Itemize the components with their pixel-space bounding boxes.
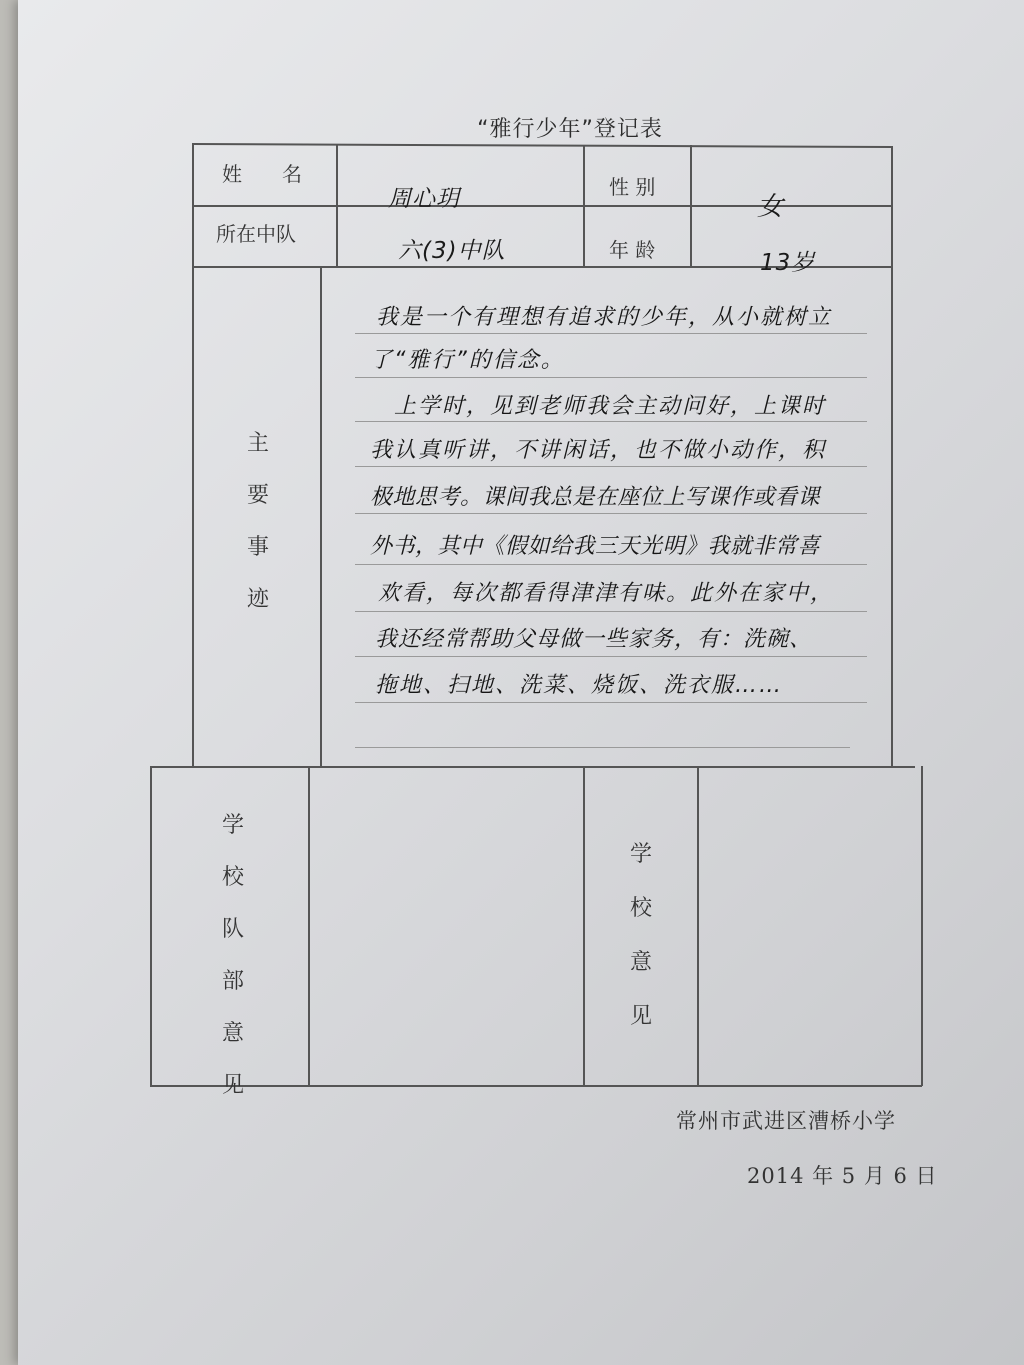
deeds-char-2: 要	[246, 483, 269, 508]
lower-bottom-border	[150, 1085, 922, 1087]
deeds-line-4: 我认真听讲，不讲闲话，也不做小动作，积	[370, 438, 827, 463]
deeds-line-1: 我是一个有理想有追求的少年，从小就树立	[376, 305, 833, 330]
deeds-char-3: 事	[246, 535, 269, 560]
team-char-6: 见	[221, 1073, 244, 1098]
ruled-line-1	[355, 333, 867, 334]
name-value: 周心玥	[388, 186, 460, 212]
deeds-char-4: 迹	[246, 587, 269, 612]
ruled-line-9	[355, 702, 867, 703]
school-char-1: 学	[629, 842, 652, 867]
team-char-3: 队	[221, 917, 244, 942]
ruled-line-10	[355, 747, 850, 748]
team-char-2: 校	[221, 865, 244, 890]
team-opinion-label	[218, 800, 248, 1112]
ruled-line-2	[355, 377, 867, 378]
deeds-line-2: 了“雅行”的信念。	[370, 348, 565, 373]
deeds-line-8: 我还经常帮助父母做一些家务，有：洗碗、	[375, 627, 813, 652]
table-right-border	[891, 146, 893, 767]
team-char-1: 学	[221, 813, 244, 838]
squad-label: 所在中队	[216, 222, 296, 246]
col-divider-2	[583, 145, 585, 266]
col-divider-1	[336, 144, 338, 266]
table-left-border	[192, 143, 194, 767]
lower-left-border	[150, 766, 152, 1086]
deeds-line-7: 欢看，每次都看得津津有味。此外在家中，	[378, 581, 835, 606]
form-title: “雅行少年”登记表	[477, 117, 663, 142]
deeds-line-6: 外书，其中《假如给我三天光明》我就非常喜	[370, 534, 821, 559]
name-label: 姓 名	[222, 162, 302, 186]
deeds-line-5: 极地思考。课间我总是在座位上写课作或看课	[370, 485, 821, 510]
row-divider-1	[193, 205, 891, 207]
school-char-2: 校	[629, 896, 652, 921]
school-char-3: 意	[629, 950, 652, 975]
school-char-4: 见	[629, 1004, 652, 1029]
school-name: 常州市武进区漕桥小学	[676, 1109, 896, 1133]
deeds-char-1: 主	[246, 431, 269, 456]
team-char-5: 意	[221, 1021, 244, 1046]
ruled-line-3	[355, 421, 867, 422]
ruled-line-5	[355, 513, 867, 514]
ruled-line-4	[355, 466, 867, 467]
deeds-line-9: 拖地、扫地、洗菜、烧饭、洗衣服……	[375, 673, 784, 698]
ruled-line-8	[355, 656, 867, 657]
lower-col-3	[697, 766, 699, 1086]
team-char-4: 部	[221, 969, 244, 994]
gender-value: 女	[757, 192, 785, 222]
age-value: 13岁	[760, 250, 816, 276]
ruled-line-6	[355, 564, 867, 565]
lower-col-1	[308, 766, 310, 1086]
lower-right-border	[921, 766, 923, 1086]
gender-label: 性 别	[609, 175, 656, 199]
deeds-line-3: 上学时，见到老师我会主动问好，上课时	[370, 394, 827, 419]
col-divider-deeds	[320, 266, 322, 766]
squad-value: 六(3)中队	[398, 238, 506, 264]
col-divider-3	[690, 145, 692, 266]
lower-col-2	[583, 766, 585, 1086]
deeds-label	[243, 418, 273, 626]
age-label: 年 龄	[609, 238, 656, 262]
row-divider-3	[150, 766, 915, 768]
ruled-line-7	[355, 611, 867, 612]
school-opinion-label	[626, 828, 656, 1044]
form-date: 2014 年 5 月 6 日	[747, 1164, 938, 1188]
